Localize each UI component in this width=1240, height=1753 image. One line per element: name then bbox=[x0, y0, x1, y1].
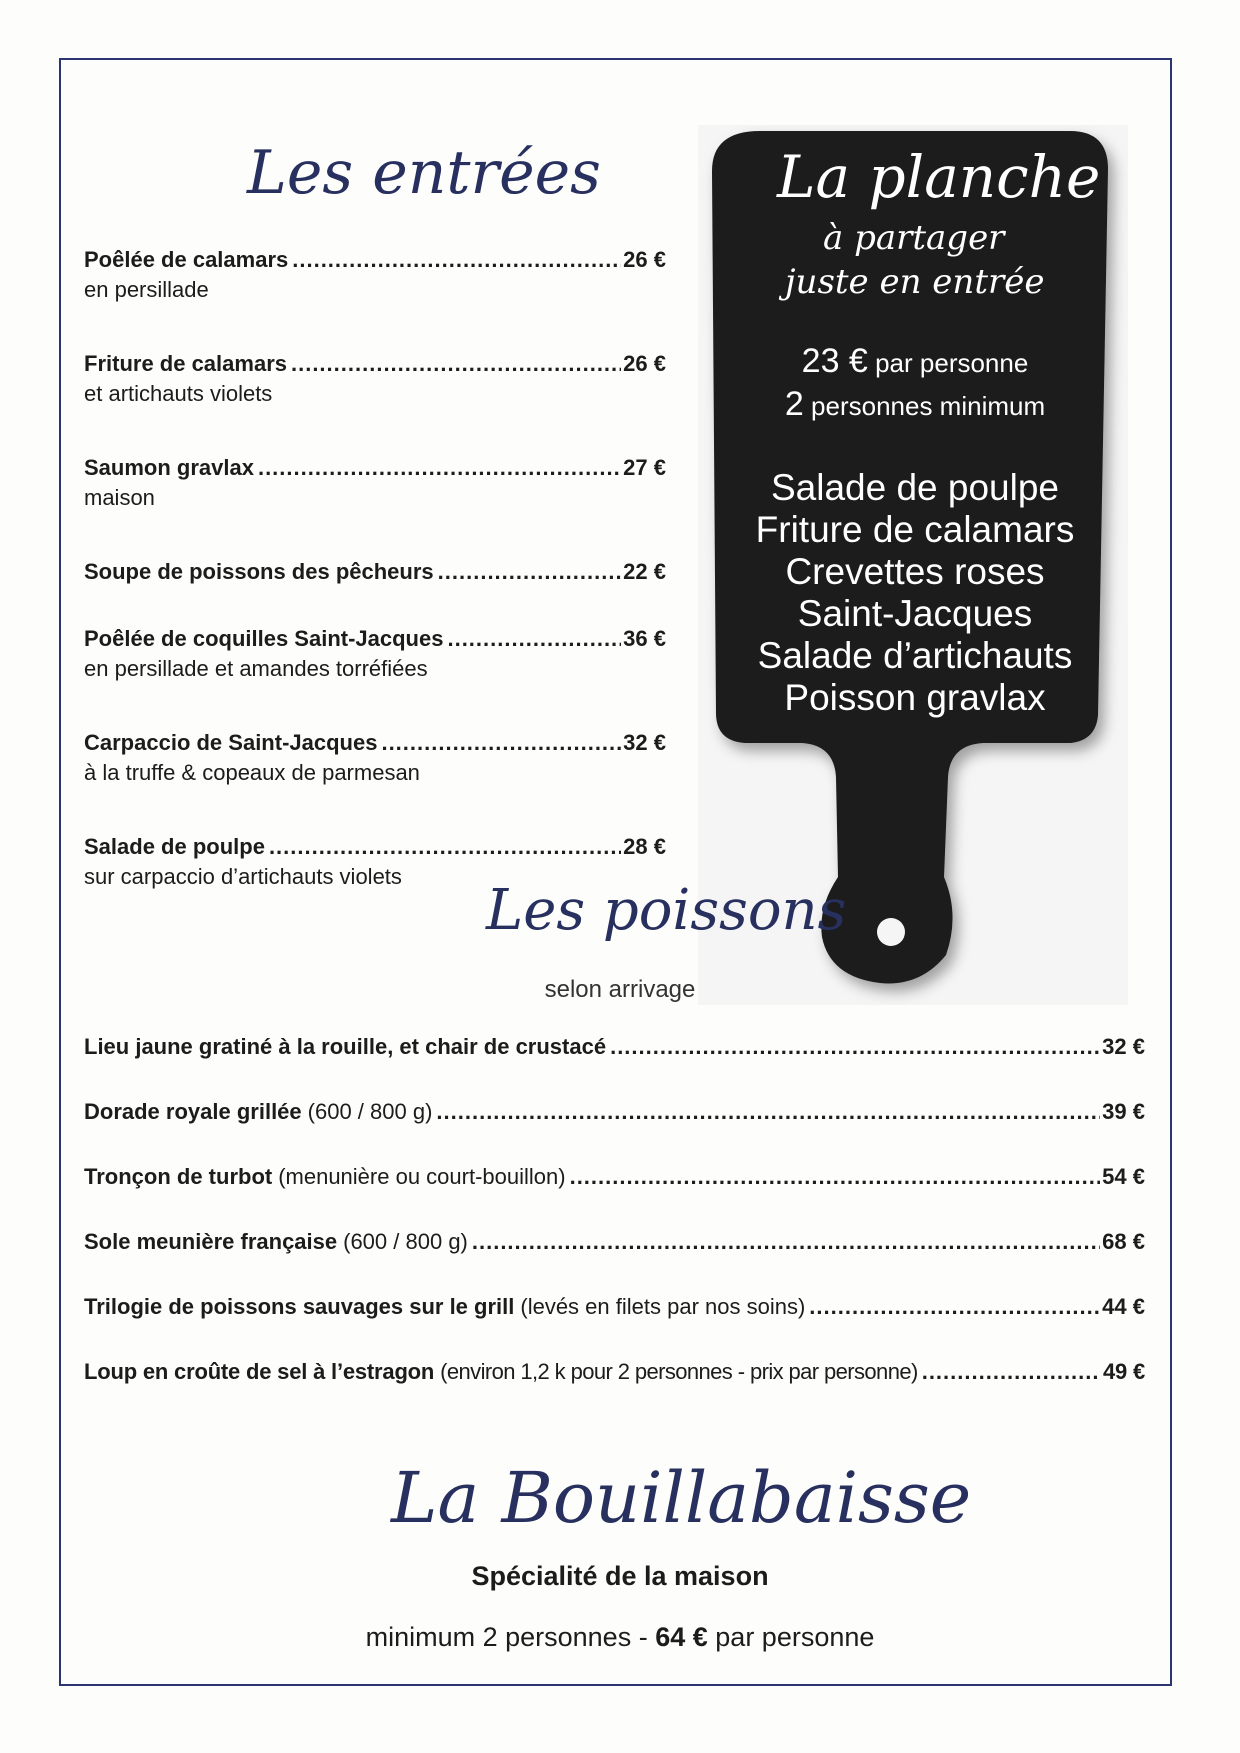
entree-accompaniment: et artichauts violets bbox=[84, 381, 273, 406]
poisson-price: 68 € bbox=[1102, 1229, 1145, 1254]
entree-item bbox=[84, 453, 666, 513]
dot-leader bbox=[809, 1292, 1100, 1322]
dot-leader bbox=[269, 832, 621, 862]
dot-leader bbox=[570, 1162, 1101, 1192]
poisson-price: 39 € bbox=[1102, 1099, 1145, 1124]
bouillabaisse-price-suffix: par personne bbox=[715, 1622, 875, 1652]
dot-leader bbox=[292, 245, 621, 275]
poisson-detail: (600 / 800 g) bbox=[343, 1229, 468, 1254]
poissons-list bbox=[84, 1032, 1145, 1422]
entree-name: Carpaccio de Saint-Jacques bbox=[84, 730, 378, 755]
poisson-item bbox=[84, 1162, 1145, 1192]
entree-price: 22 € bbox=[623, 559, 666, 584]
poisson-detail: (levés en filets par nos soins) bbox=[520, 1294, 806, 1319]
planche-item: Crevettes roses bbox=[785, 551, 1045, 592]
bouillabaisse-price-line bbox=[0, 1622, 1240, 1653]
entree-item bbox=[84, 245, 666, 305]
poisson-detail: (600 / 800 g) bbox=[307, 1099, 433, 1124]
planche-price-amount: 23 € bbox=[801, 342, 868, 380]
planche-item: Salade d’artichauts bbox=[757, 635, 1073, 676]
planche-item: Poisson gravlax bbox=[784, 677, 1046, 718]
dot-leader bbox=[291, 349, 621, 379]
entree-name: Saumon gravlax bbox=[84, 455, 254, 480]
planche-price-line bbox=[700, 342, 1130, 381]
poisson-detail: (menunière ou court-bouillon) bbox=[278, 1164, 566, 1189]
entree-accompaniment: en persillade et amandes torréfiées bbox=[84, 656, 428, 681]
dot-leader bbox=[447, 624, 621, 654]
entree-item bbox=[84, 557, 666, 587]
dot-leader bbox=[610, 1032, 1100, 1062]
entrees-list bbox=[84, 245, 666, 936]
poisson-item bbox=[84, 1097, 1145, 1127]
dot-leader bbox=[922, 1357, 1101, 1387]
bouillabaisse-title: La Bouillabaisse bbox=[391, 1457, 972, 1539]
entree-name: Friture de calamars bbox=[84, 351, 287, 376]
dot-leader bbox=[381, 728, 621, 758]
entree-name: Poêlée de calamars bbox=[84, 247, 289, 272]
poisson-detail: (environ 1,2 k pour 2 personnes - prix par personne) bbox=[440, 1359, 918, 1384]
planche-price-unit: par personne bbox=[875, 348, 1029, 378]
poisson-price: 54 € bbox=[1102, 1164, 1145, 1189]
entree-accompaniment: maison bbox=[84, 485, 155, 510]
dot-leader bbox=[472, 1227, 1100, 1257]
poisson-price: 32 € bbox=[1102, 1034, 1145, 1059]
poisson-item bbox=[84, 1032, 1145, 1062]
poisson-item bbox=[84, 1227, 1145, 1257]
poisson-item bbox=[84, 1357, 1145, 1387]
planche-minimum-line bbox=[700, 385, 1130, 424]
poisson-name: Sole meunière française bbox=[84, 1229, 338, 1254]
poisson-name: Loup en croûte de sel à l’estragon bbox=[84, 1359, 435, 1384]
entrees-title: Les entrées bbox=[247, 138, 601, 208]
entree-price: 28 € bbox=[623, 834, 666, 859]
dot-leader bbox=[438, 557, 622, 587]
planche-minimum-text: personnes minimum bbox=[811, 391, 1046, 421]
poisson-name: Lieu jaune gratiné à la rouille, et chair de crustacé bbox=[84, 1034, 607, 1059]
entree-item bbox=[84, 728, 666, 788]
poissons-subtitle: selon arrivage bbox=[544, 976, 696, 1003]
entree-item bbox=[84, 349, 666, 409]
entree-accompaniment: en persillade bbox=[84, 277, 209, 302]
entree-price: 36 € bbox=[623, 626, 666, 651]
bouillabaisse-minimum: minimum 2 personnes - bbox=[365, 1622, 648, 1652]
poisson-name: Tronçon de turbot bbox=[84, 1164, 273, 1189]
bouillabaisse-price: 64 € bbox=[655, 1622, 708, 1652]
poisson-name: Dorade royale grillée bbox=[84, 1099, 302, 1124]
planche-items-list bbox=[700, 467, 1130, 719]
entree-price: 32 € bbox=[623, 730, 666, 755]
planche-title: La planche bbox=[777, 143, 1101, 211]
entree-name: Soupe de poissons des pêcheurs bbox=[84, 559, 434, 584]
planche-subtitle-1: à partager bbox=[823, 218, 1005, 258]
entree-price: 26 € bbox=[623, 351, 666, 376]
dot-leader bbox=[436, 1097, 1100, 1127]
entree-name: Salade de poulpe bbox=[84, 834, 265, 859]
entree-item bbox=[84, 624, 666, 684]
entree-name: Poêlée de coquilles Saint-Jacques bbox=[84, 626, 444, 651]
entree-price: 26 € bbox=[623, 247, 666, 272]
entree-accompaniment: sur carpaccio d’artichauts violets bbox=[84, 864, 402, 889]
poisson-price: 49 € bbox=[1102, 1359, 1145, 1384]
planche-subtitle-2: juste en entrée bbox=[785, 262, 1045, 302]
planche-minimum-count: 2 bbox=[784, 385, 804, 423]
dot-leader bbox=[258, 453, 621, 483]
planche-item: Saint-Jacques bbox=[797, 593, 1033, 634]
poissons-title: Les poissons bbox=[486, 878, 847, 943]
bouillabaisse-subtitle: Spécialité de la maison bbox=[471, 1561, 769, 1591]
poisson-item bbox=[84, 1292, 1145, 1322]
poisson-price: 44 € bbox=[1102, 1294, 1145, 1319]
poisson-name: Trilogie de poissons sauvages sur le grill bbox=[84, 1294, 515, 1319]
entree-price: 27 € bbox=[623, 455, 666, 480]
planche-item: Salade de poulpe bbox=[770, 467, 1060, 508]
entree-accompaniment: à la truffe & copeaux de parmesan bbox=[84, 760, 420, 785]
planche-item: Friture de calamars bbox=[755, 509, 1075, 550]
